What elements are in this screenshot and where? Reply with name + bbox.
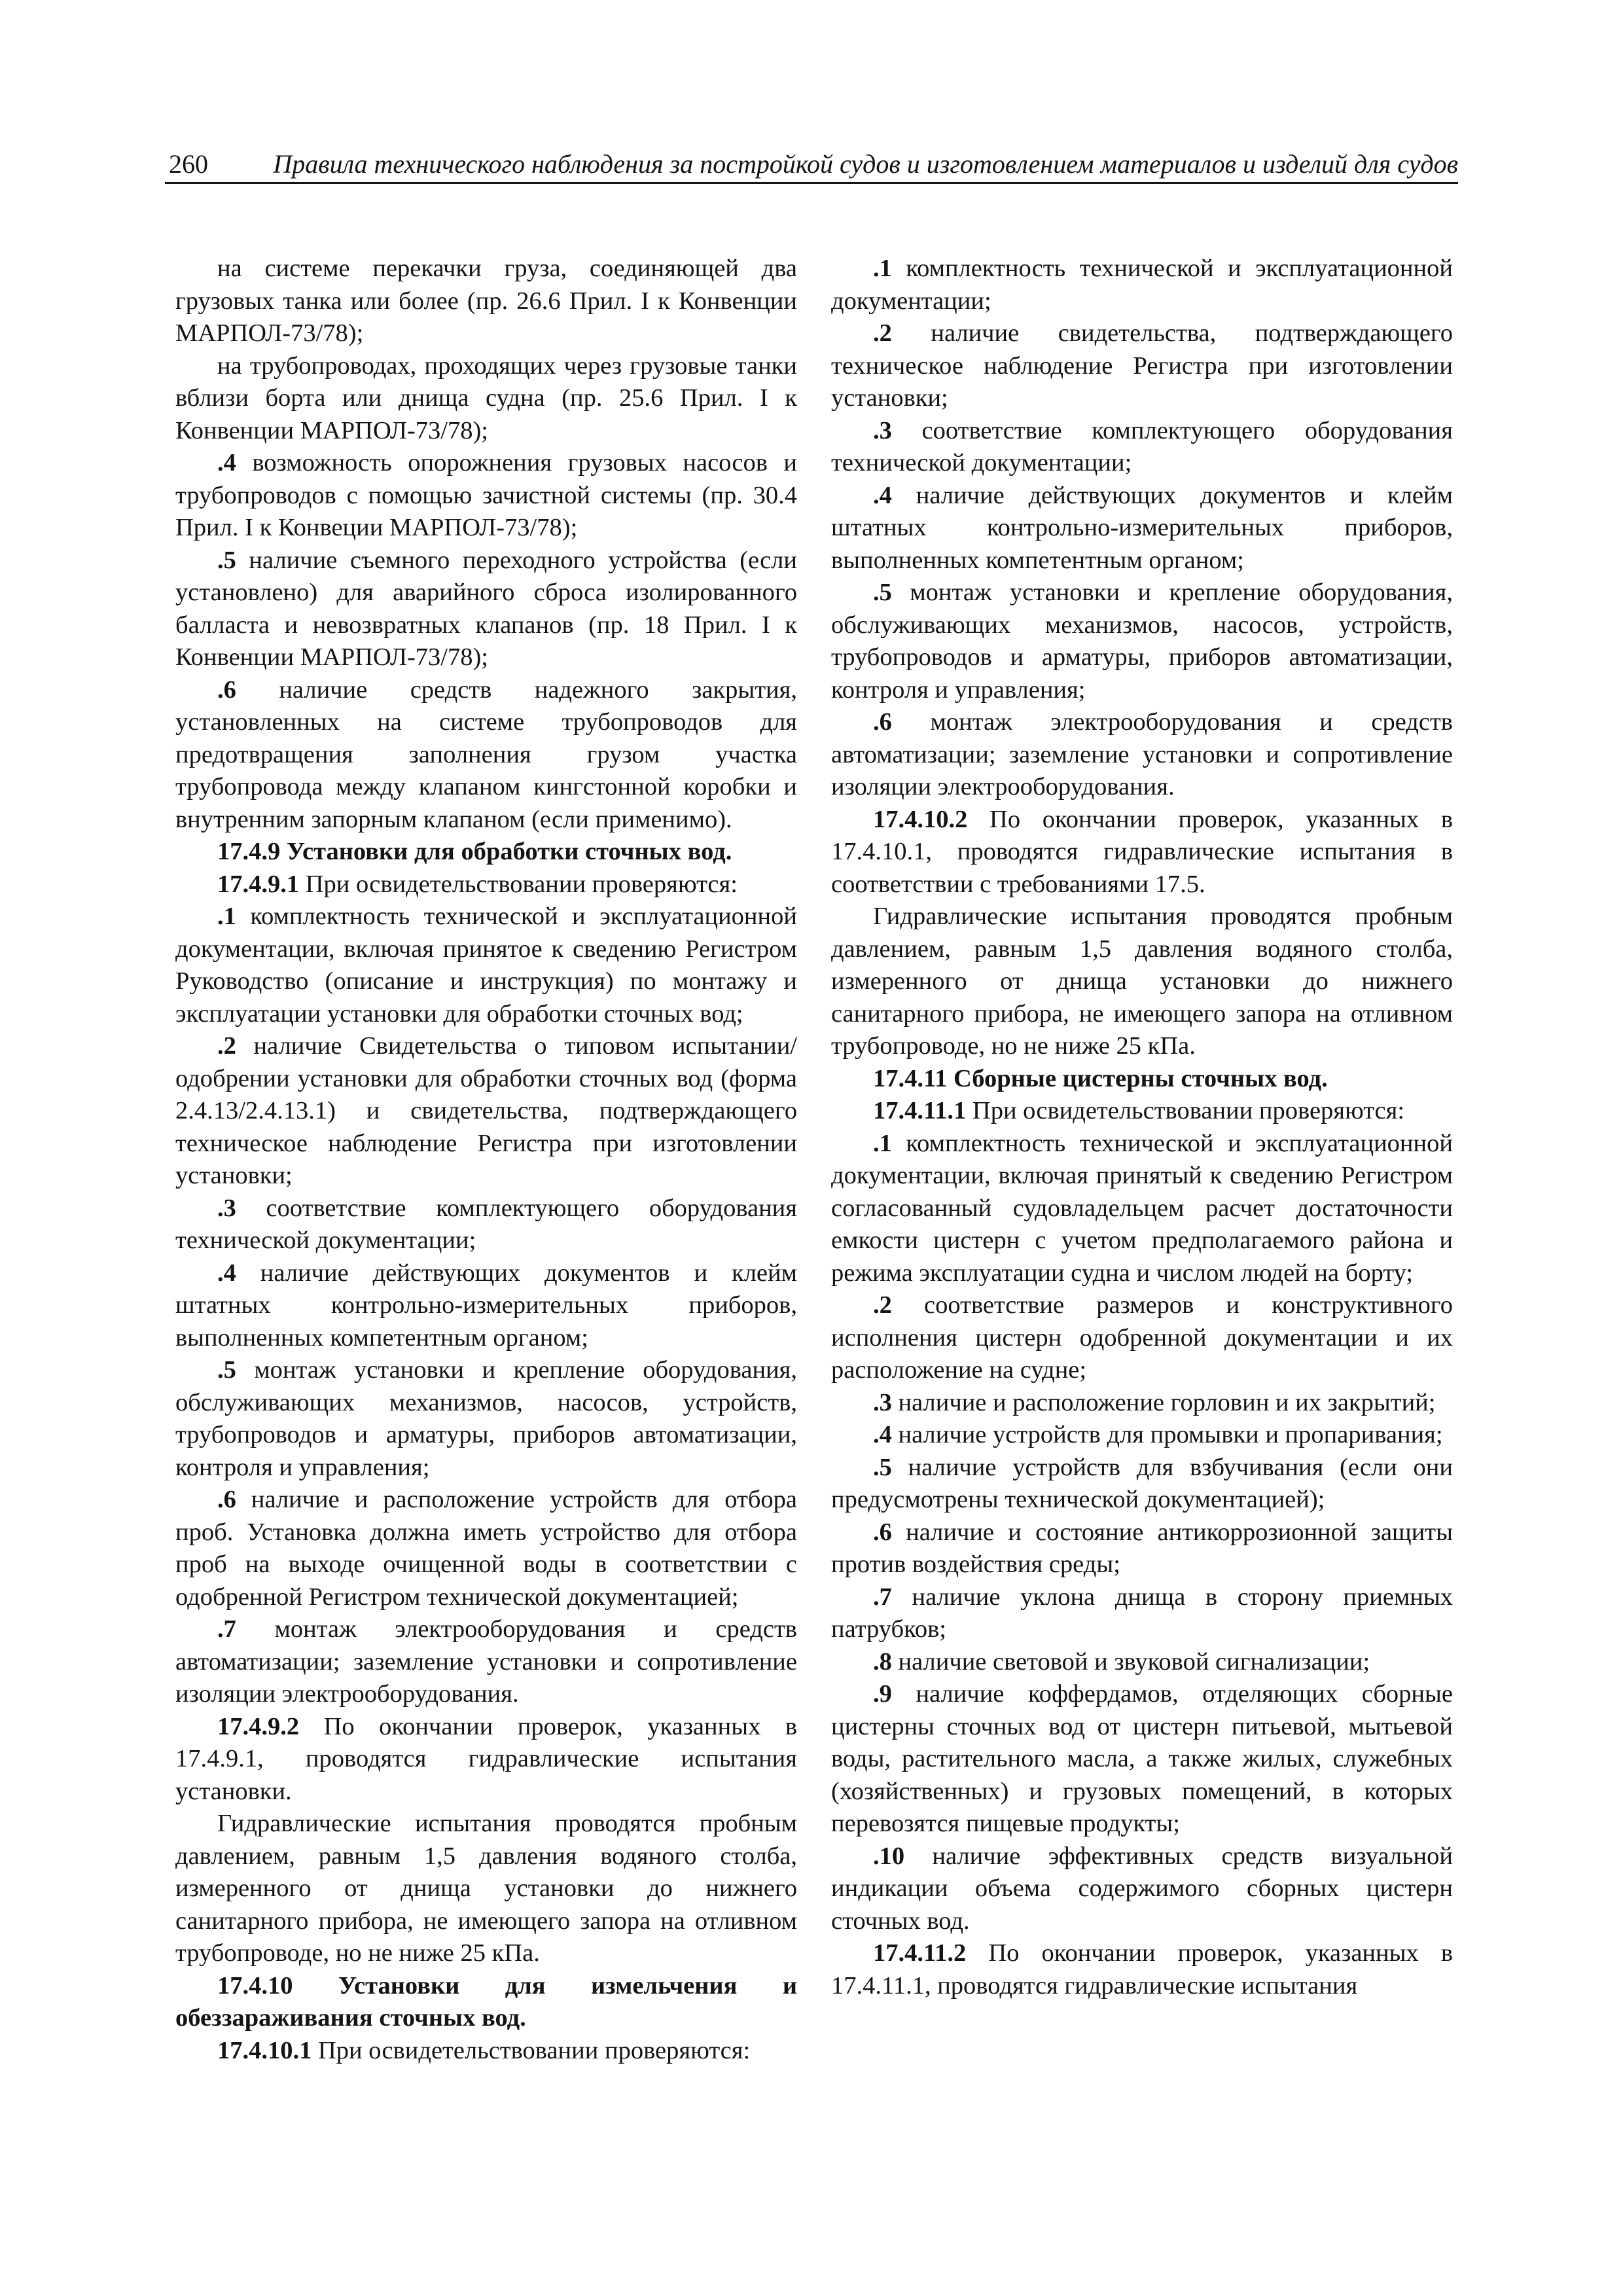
item-number: .9 (873, 1680, 892, 1708)
paragraph (831, 706, 1453, 804)
item-number: .4 (873, 1421, 892, 1448)
paragraph-text: Гидравлические испытания проводятся пробным давлением, равным 1,5 давления водяного столба, измеренного от днища установки до нижнего санитарного прибора, не имеющего запора на отливном трубопроводе, но не ниже 25 кПа. (831, 903, 1453, 1060)
item-number: .7 (217, 1615, 236, 1643)
paragraph-text: монтаж электрооборудования и средств автоматизации; заземление установки и сопротивление изоляции электрооборудования. (175, 1615, 797, 1708)
paragraph-text: монтаж установки и крепление оборудования, обслуживающих механизмов, насосов, устройств, трубопроводов и арматуры, приборов автоматизации, контроля и управления; (175, 1356, 797, 1481)
item-number: 17.4.10.2 (873, 805, 968, 833)
paragraph (831, 1128, 1453, 1290)
paragraph (831, 1452, 1453, 1516)
item-number: 17.4.10.1 (217, 2036, 312, 2064)
paragraph (175, 1613, 797, 1711)
paragraph-text: наличие съемного переходного устройства (если установлено) для аварийного сброса изолированного балласта и невозвратных клапанов (пр. 18 Прил. I к Конвенции МАРПОЛ-73/78); (175, 546, 797, 671)
paragraph (175, 1970, 797, 2035)
paragraph (175, 1484, 797, 1613)
paragraph (175, 1711, 797, 1808)
paragraph (175, 869, 797, 901)
paragraph-text: соответствие размеров и конструктивного исполнения цистерн одобренной документации и их расположение на судне; (831, 1291, 1453, 1384)
item-number: .1 (873, 1129, 892, 1157)
item-number: .10 (873, 1842, 905, 1870)
paragraph-text: наличие устройств для взбучивания (если они предусмотрены технической документацией); (831, 1453, 1453, 1513)
paragraph-text: возможность опорожнения грузовых насосов и трубопроводов с помощью зачистной системы (пр. 30.4 Прил. I к Конвеции МАРПОЛ-73/78); (175, 449, 797, 541)
paragraph-text: наличие и расположение устройств для отбора проб. Установка должна иметь устройство для отбора проб на выходе очищенной воды в соответствии с одобренной Регистром технической документацией; (175, 1486, 797, 1611)
paragraph (831, 804, 1453, 901)
paragraph (831, 1063, 1453, 1096)
item-number: .1 (873, 255, 892, 282)
paragraph (831, 1646, 1453, 1679)
paragraph-text: наличие устройств для промывки и пропаривания; (891, 1421, 1443, 1448)
paragraph-text: При освидетельствовании проверяются: (299, 870, 738, 898)
left-column (175, 253, 797, 2067)
paragraph (175, 1354, 797, 1484)
paragraph-text: наличие уклона днища в сторону приемных патрубков; (831, 1583, 1453, 1643)
item-number: 17.4.9.1 (217, 870, 300, 898)
paragraph-text: на системе перекачки груза, соединяющей два грузовых танка или более (пр. 26.6 Прил. I к Конвенции МАРПОЛ-73/78); (175, 255, 797, 347)
paragraph (831, 1678, 1453, 1840)
paragraph-text: соответствие комплектующего оборудования технической документации; (831, 416, 1453, 476)
item-number: .5 (873, 1453, 892, 1481)
paragraph (175, 674, 797, 836)
paragraph (831, 1516, 1453, 1581)
paragraph (175, 1257, 797, 1355)
paragraph (831, 415, 1453, 480)
page-number: 260 (169, 149, 208, 179)
item-number: 17.4.11.1 (873, 1097, 967, 1124)
paragraph-text: наличие свидетельства, подтверждающего техническое наблюдение Регистра при изготовлении установки; (831, 319, 1453, 412)
paragraph (831, 901, 1453, 1063)
paragraph-text: наличие коффердамов, отделяющих сборные цистерны сточных вод от цистерн питьевой, мытьевой воды, растительного масла, а также жилых, служебных (хозяйственных) и грузовых помещений, в которых перевозятся пищевые продукты; (831, 1680, 1453, 1837)
paragraph-text: монтаж электрооборудования и средств автоматизации; заземление установки и сопротивление изоляции электрооборудования. (831, 708, 1453, 800)
paragraph (831, 1581, 1453, 1646)
paragraph-text: монтаж установки и крепление оборудования, обслуживающих механизмов, насосов, устройств, трубопроводов и арматуры, приборов автоматизации, контроля и управления; (831, 579, 1453, 704)
paragraph-text: Гидравлические испытания проводятся пробным давлением, равным 1,5 давления водяного столба, измеренного от днища установки до нижнего санитарного прибора, не имеющего запора на отливном трубопроводе, но не ниже 25 кПа. (175, 1810, 797, 1967)
paragraph-text: По окончании проверок, указанных в 17.4.11.1, проводятся гидравлические испытания (831, 1939, 1453, 2000)
item-number: .4 (217, 449, 236, 476)
paragraph-text: По окончании проверок, указанных в 17.4.9.1, проводятся гидравлические испытания установки. (175, 1712, 797, 1805)
item-number: .4 (217, 1259, 236, 1287)
paragraph (831, 1937, 1453, 2002)
paragraph (831, 317, 1453, 415)
item-number: .2 (873, 319, 892, 347)
paragraph (175, 253, 797, 350)
item-number: .4 (873, 481, 892, 509)
item-number: .1 (217, 903, 236, 930)
item-number: .6 (873, 708, 892, 736)
section-heading: 17.4.10 Установки для измельчения и обеззараживания сточных вод. (175, 1971, 797, 2032)
paragraph (175, 1193, 797, 1257)
item-number: .8 (873, 1647, 892, 1676)
paragraph (831, 480, 1453, 577)
section-heading: 17.4.9 Установки для обработки сточных вод. (217, 838, 732, 865)
item-number: 17.4.9.2 (217, 1712, 300, 1740)
item-number: .6 (217, 675, 236, 704)
item-number: .5 (217, 1356, 236, 1384)
paragraph-text: наличие действующих документов и клейм штатных контрольно-измерительных приборов, выполненных компетентным органом; (175, 1259, 797, 1352)
paragraph (175, 836, 797, 869)
paragraph-text: По окончании проверок, указанных в 17.4.10.1, проводятся гидравлические испытания в соответствии с требованиями 17.5. (831, 805, 1453, 898)
paragraph (175, 447, 797, 545)
paragraph-text: комплектность технической и эксплуатационной документации, включая принятое к сведению Регистром Руководство (описание и инструкция) по монтажу и эксплуатации установки для обработки сточных вод; (175, 903, 797, 1028)
running-title: Правила технического наблюдения за постройкой судов и изготовлением материалов и изделий для судов (273, 149, 1458, 179)
section-heading: 17.4.11 Сборные цистерны сточных вод. (873, 1064, 1328, 1092)
paragraph-text: на трубопроводах, проходящих через грузовые танки вблизи борта или днища судна (пр. 25.6 Прил. I к Конвенции МАРПОЛ-73/78); (175, 351, 797, 444)
paragraph-text: наличие и состояние антикоррозионной защиты против воздействия среды; (831, 1518, 1453, 1578)
paragraph (831, 1387, 1453, 1420)
item-number: .2 (873, 1291, 892, 1319)
paragraph (831, 1419, 1453, 1452)
right-column (831, 253, 1453, 2002)
paragraph (175, 350, 797, 448)
paragraph-text: При освидетельствовании проверяются: (966, 1097, 1405, 1124)
paragraph-text: наличие световой и звуковой сигнализации; (891, 1647, 1370, 1676)
paragraph-text: наличие действующих документов и клейм штатных контрольно-измерительных приборов, выполненных компетентным органом; (831, 481, 1453, 574)
page-header (165, 148, 1458, 184)
paragraph (831, 1289, 1453, 1387)
item-number: .7 (873, 1583, 892, 1611)
paragraph-text: наличие эффективных средств визуальной индикации объема содержимого сборных цистерн сточных вод. (831, 1842, 1453, 1935)
paragraph-text: наличие Свидетельства о типовом испытании/ одобрении установки для обработки сточных вод (форма 2.4.13/2.4.13.1) и свидетельства, подтверждающего техническое наблюдение Регистра при изготовлении установки; (175, 1032, 797, 1189)
item-number: 17.4.11.2 (873, 1939, 967, 1967)
paragraph (831, 577, 1453, 706)
paragraph-text: соответствие комплектующего оборудования технической документации; (175, 1194, 797, 1254)
item-number: .6 (873, 1518, 892, 1546)
item-number: .3 (873, 1388, 892, 1416)
paragraph (831, 1095, 1453, 1128)
item-number: .6 (217, 1486, 236, 1513)
item-number: .3 (217, 1194, 236, 1222)
paragraph (175, 1808, 797, 1970)
paragraph (175, 1030, 797, 1193)
paragraph (175, 901, 797, 1030)
paragraph-text: комплектность технической и эксплуатационной документации; (831, 255, 1453, 315)
paragraph-text: наличие и расположение горловин и их закрытий; (891, 1388, 1436, 1416)
item-number: .5 (873, 579, 892, 606)
paragraph (175, 2035, 797, 2068)
item-number: .3 (873, 416, 892, 444)
paragraph-text: комплектность технической и эксплуатационной документации, включая принятый к сведению Регистром согласованный судовладельцем расчет достаточности емкости цистерн с учетом предполагаемого района и режима эксплуатации судна и числом людей на борту; (831, 1129, 1453, 1287)
item-number: .5 (217, 546, 236, 574)
paragraph (831, 253, 1453, 317)
item-number: .2 (217, 1032, 236, 1060)
paragraph-text: наличие средств надежного закрытия, установленных на системе трубопроводов для предотвращения заполнения грузом участка трубопровода между клапаном кингстонной коробки и внутренним запорным клапаном (если применимо). (175, 675, 797, 833)
paragraph-text: При освидетельствовании проверяются: (312, 2036, 751, 2064)
paragraph (175, 545, 797, 674)
paragraph (831, 1840, 1453, 1938)
